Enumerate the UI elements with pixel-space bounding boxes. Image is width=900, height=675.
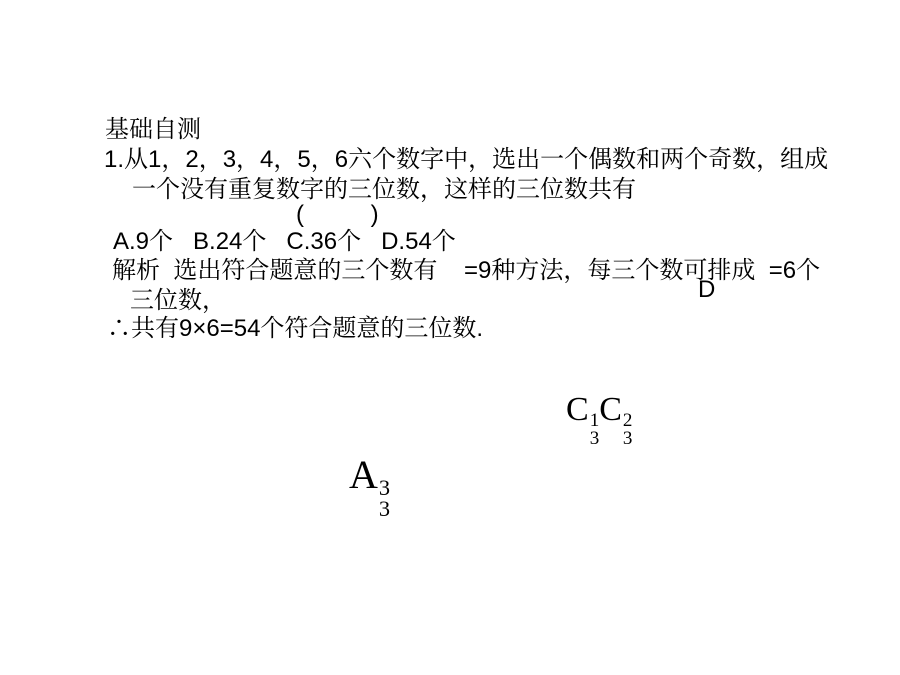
combination-term1-superscript: 1 [589, 410, 600, 432]
combination-term1-base: C [566, 391, 589, 428]
answer-letter: D [698, 276, 716, 303]
combination-term1-subscript: 3 [589, 427, 600, 449]
formula-combination-c3-1-c3-2 [566, 391, 632, 447]
permutation-base: A [349, 452, 378, 497]
analysis-conclusion: ∴共有9×6=54个符合题意的三位数. [107, 315, 484, 342]
analysis-line-2: 三位数， [130, 287, 226, 314]
question-line-2: 一个没有重复数字的三位数，这样的三位数共有 [132, 176, 636, 203]
combination-term2-subscript: 3 [622, 427, 633, 449]
formula-permutation-a3-3 [349, 451, 390, 520]
question-line-1: 1.从1，2，3，4，5，6六个数字中，选出一个偶数和两个奇数，组成 [104, 146, 829, 173]
combination-term2-superscript: 2 [622, 410, 633, 432]
combination-term2-base: C [599, 391, 622, 428]
permutation-superscript: 3 [378, 475, 391, 501]
answer-blank-parentheses: ( ) [296, 201, 379, 228]
analysis-line-1: 解析 选出符合题意的三个数有 =9种方法，每三个数可排成 =6个 [112, 257, 821, 284]
options-line: A.9个 B.24个 C.36个 D.54个 [113, 228, 456, 255]
section-heading: 基础自测 [105, 116, 201, 143]
permutation-subscript: 3 [378, 496, 391, 521]
